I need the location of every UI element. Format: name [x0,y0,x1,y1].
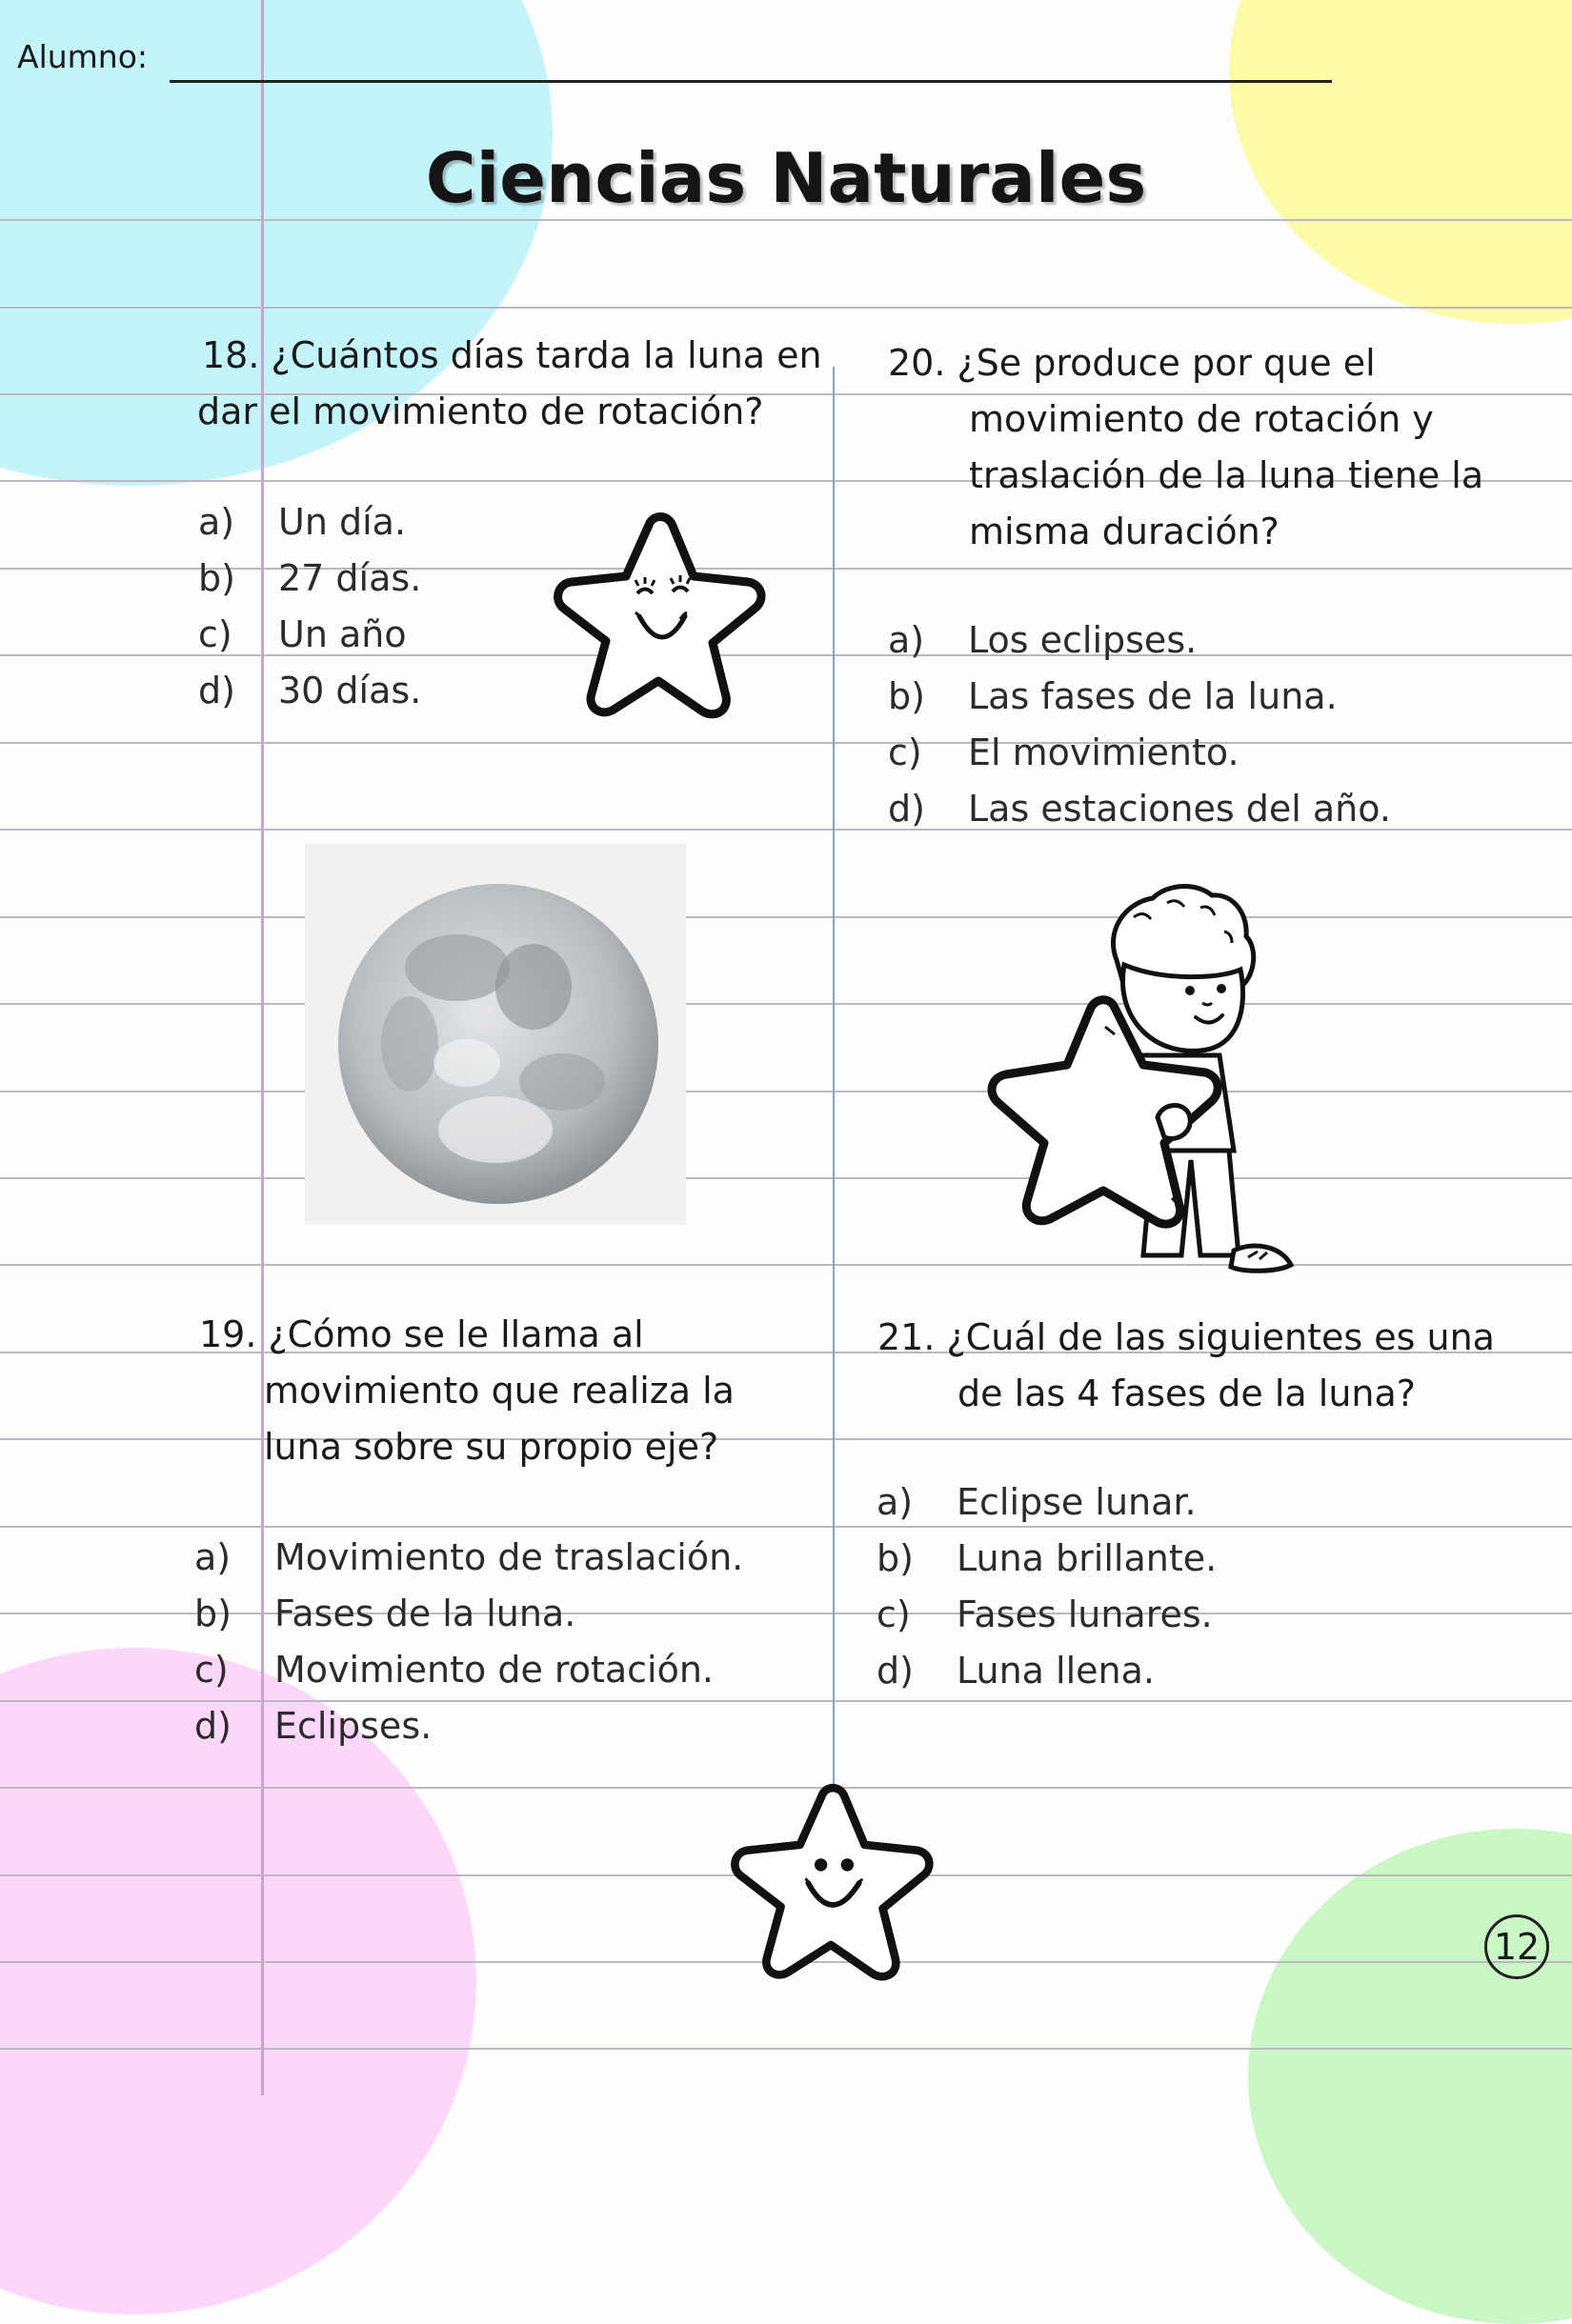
question-text: traslación de la luna tiene la [969,454,1484,496]
question-text: 20. ¿Se produce por que el [888,342,1376,384]
answer-option-b[interactable]: b) Fases de la luna. [194,1593,576,1634]
question-text: luna sobre su propio eje? [264,1426,719,1468]
answer-option-c[interactable]: c) Fases lunares. [877,1593,1213,1635]
full-moon-image [305,844,686,1225]
answer-option-b[interactable]: b) Las fases de la luna. [888,675,1338,717]
column-divider [833,367,835,1814]
smiling-star-icon [551,510,772,724]
answer-option-c[interactable]: c) Un año [198,613,407,655]
student-name-label: Alumno: [17,38,149,75]
answer-option-d[interactable]: d) Luna llena. [877,1650,1155,1692]
question-text: dar el movimiento de rotación? [197,391,764,432]
answer-option-c[interactable]: c) El movimiento. [888,731,1239,773]
answer-option-c[interactable]: c) Movimiento de rotación. [194,1649,715,1691]
question-text: 19. ¿Cómo se le llama al [199,1313,644,1355]
answer-option-a[interactable]: a) Movimiento de traslación. [194,1536,744,1578]
student-name-field[interactable] [170,80,1332,83]
smiling-star-icon [724,1781,943,1986]
boy-holding-star-illustration [962,874,1324,1284]
question-text: 18. ¿Cuántos días tarda la luna en [202,334,822,376]
margin-line [261,0,264,2095]
answer-option-d[interactable]: d) Eclipses. [194,1705,433,1747]
page-number: 12 [1484,1914,1549,1979]
decorative-circle-pink [0,1648,476,2314]
answer-option-d[interactable]: d) 30 días. [198,670,422,711]
answer-option-a[interactable]: a) Los eclipses. [888,619,1198,661]
question-text: movimiento de rotación y [969,398,1434,440]
answer-option-b[interactable]: b) 27 días. [198,557,422,599]
question-text: de las 4 fases de la luna? [957,1372,1416,1414]
answer-option-b[interactable]: b) Luna brillante. [877,1537,1218,1579]
page-title: Ciencias Naturales [425,138,1147,218]
question-text: 21. ¿Cuál de las siguientes es una [877,1316,1495,1358]
answer-option-a[interactable]: a) Un día. [198,501,407,543]
answer-option-d[interactable]: d) Las estaciones del año. [888,788,1391,830]
question-text: misma duración? [969,511,1280,552]
decorative-circle-green [1248,1829,1572,2324]
answer-option-a[interactable]: a) Eclipse lunar. [877,1481,1197,1523]
question-text: movimiento que realiza la [264,1370,735,1412]
